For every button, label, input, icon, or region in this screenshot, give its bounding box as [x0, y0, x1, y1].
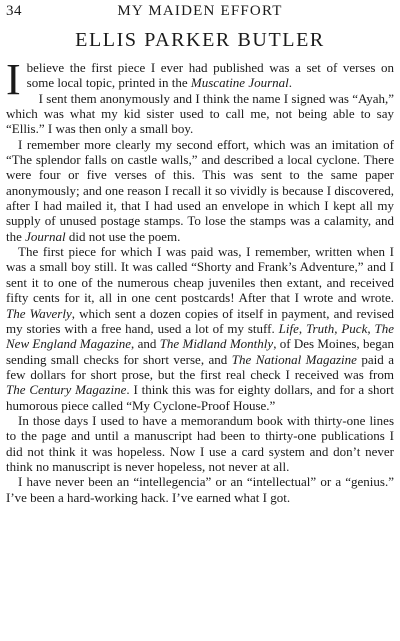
publication-title: The National Magazine — [231, 351, 357, 367]
publication-title: Puck — [341, 320, 368, 336]
running-head — [6, 3, 394, 21]
author-heading: ELLIS PARKER BUTLER — [75, 29, 325, 51]
paragraph-4: The first piece for which I was paid was, I remember, written when I was a small boy still. It was called “Shorty and Frank’s Adventure,” and I sent it to one of the numerous cheap juveniles then extant, and received fifty cents for it, all in one cent postcards! After that I wrote and wrote. The Waverly, which sent a dozen copies of itself in payment, and revised my stories with a free hand, used a lot of my stuff. Life, Truth, Puck, The New England Magazine, and The Midland Monthly, of Des Moines, began sending small checks for short verse, and The National Magazine paid a few dollars for short prose, but the first real check I received was from The Century Magazine. I think this was for eighty dollars, and for a short humorous piece called “My Cyclone-Proof House.” — [6, 244, 394, 413]
paragraph-1-text: believe the first piece I ever had published was a set of verses on some local topic, printed in the — [26, 60, 394, 91]
publication-title: The Century Magazine — [6, 382, 127, 398]
paragraph-6: I have never been an “intellegencia” or an “intellectual” or a “genius.” I’ve been a hard-working hack. I’ve earned what I got. — [6, 474, 394, 505]
paragraph-5: In those days I used to have a memorandum book with thirty-one lines to the page and until a manuscript had been to thirty-one publications I did not think it was hopeless. Now I use a card system and don’t never think no manuscript is never hopeless, not never at all. — [6, 412, 394, 474]
publication-title: Life — [278, 320, 299, 336]
drop-cap: I — [6, 55, 21, 104]
paragraph-2: I sent them anonymously and I think the name I signed was “Ayah,” which was what my kid sister used to call me, not being able to say “Ellis.” I was then only a small boy. — [6, 90, 394, 137]
article-body — [6, 55, 394, 505]
publication-title: Journal — [25, 228, 66, 244]
paragraph-1: Ibelieve the first piece I ever had published was a set of verses on some local topic, printed in the Muscatine Journal. — [6, 55, 394, 104]
page-number: 34 — [6, 3, 22, 19]
running-title: MY MAIDEN EFFORT — [117, 3, 283, 19]
publication-title: The Midland Monthly — [159, 336, 274, 352]
paragraph-3-text: I remember more clearly my second effort, which was an imitation of “The splendor falls on castle walls,” and described a local cyclone. There were four or five verses of this. This was sent to the same paper anonymously; and one reason I recall it so vividly is because I discovered, after I had mailed it, that I had used an envelope in which I kept all my supply of unused postage stamps. To lose the stamps was a calamity, and the — [6, 136, 394, 244]
publication-title: Muscatine Journal — [190, 75, 289, 91]
publication-title: Truth — [306, 320, 335, 336]
paragraph-3: I remember more clearly my second effort, which was an imitation of “The splendor falls on castle walls,” and described a local cyclone. There were four or five verses of this. This was sent to the same paper anonymously; and one reason I recall it so vividly is because I discovered, after I had mailed it, that I had used an envelope in which I kept all my supply of unused postage stamps. To lose the stamps was a calamity, and the Journal did not use the poem. — [6, 136, 394, 244]
publication-title: The Waverly — [6, 305, 72, 321]
publication-title: The New England Magazine — [6, 320, 394, 352]
